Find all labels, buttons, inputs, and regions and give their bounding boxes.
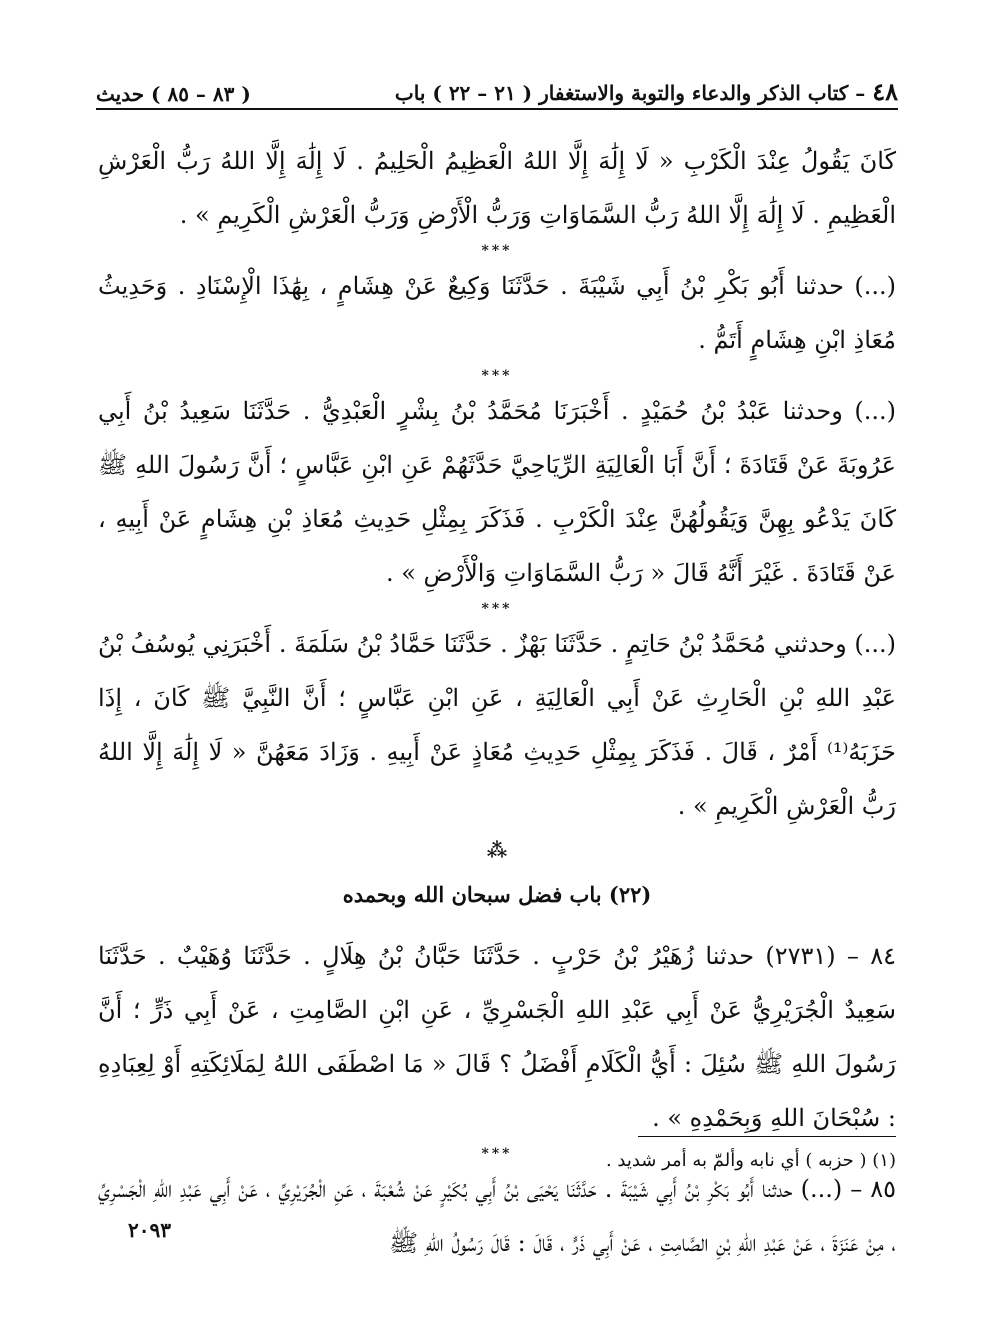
separator-4: ***	[481, 1146, 513, 1162]
asterism: ⁂	[486, 838, 508, 862]
separator-3: ***	[481, 601, 513, 617]
main-text	[98, 134, 896, 1270]
header-rule	[96, 108, 898, 110]
footnote-rule	[638, 1136, 896, 1137]
page-number: ٢٠٩٣	[128, 1218, 171, 1242]
paragraph-3: (...) وحدثنا عَبْدُ بْنُ حُمَيْدٍ . أَخْبَرَنَا مُحَمَّدُ بْنُ بِشْرٍ الْعَبْدِيُّ . حَدَّثَنَا سَعِيدُ بْنُ أَبِي عَرُوبَةَ عَنْ قَتَادَةَ ؛ أَنَّ أَبَا الْعَالِيَةِ الرِّيَاحِيَّ حَدَّثَهُمْ عَنِ ابْنِ عَبَّاسٍ ؛ أَنَّ رَسُولَ اللهِ ﷺ كَانَ يَدْعُو بِهِنَّ وَيَقُولُهُنَّ عِنْدَ الْكَرْبِ . فَذَكَرَ بِمِثْلِ حَدِيثِ مُعَاذِ بْنِ هِشَامٍ عَنْ أَبِيهِ ، عَنْ قَتَادَةَ . غَيْرَ أَنَّهُ قَالَ « رَبُّ السَّمَاوَاتِ وَالْأَرْضِ » .	[98, 397, 897, 587]
separator-2: ***	[481, 368, 513, 384]
hadith-84: ٨٤ – (٢٧٣١) حدثنا زُهَيْرُ بْنُ حَرْبٍ . حَدَّثَنَا حَبَّانُ بْنُ هِلَالٍ . حَدَّثَنَا وُهَيْبٌ . حَدَّثَنَا سَعِيدٌ الْجُرَيْرِيُّ عَنْ أَبِي عَبْدِ اللهِ الْجَسْرِيِّ ، عَنِ ابْنِ الصَّامِتِ ، عَنْ أَبِي ذَرٍّ ؛ أَنَّ رَسُولَ اللهِ ﷺ سُئِلَ : أَيُّ الْكَلَامِ أَفْضَلُ ؟ قَالَ « مَا اصْطَفَى اللهُ لِمَلَائِكَتِهِ أَوْ لِعِبَادِهِ : سُبْحَانَ اللهِ وَبِحَمْدِهِ » .	[98, 942, 896, 1132]
header-title-group	[395, 77, 898, 106]
paragraph-2: (...) حدثنا أَبُو بَكْرِ بْنُ أَبِي شَيْبَةَ . حَدَّثَنَا وَكِيعٌ عَنْ هِشَامٍ ، بِهَٰذَا الْإِسْنَادِ . وَحَدِيثُ مُعَاذِ ابْنِ هِشَامٍ أَتَمُّ .	[98, 272, 896, 354]
running-header	[96, 68, 898, 106]
hadith-85: ٨٥ – (...) حدثنا أَبُو بَكْرِ بْنُ أَبِي شَيْبَةَ . حَدَّثَنَا يَحْيَى بْنُ أَبِي بُكَيْرٍ عَنْ شُعْبَةَ ، عَنِ الْجُرَيْرِيِّ ، عَنْ أَبِي عَبْدِ اللهِ الْجَسْرِيِّ ، مِنْ عَنَزَةَ ، عَنْ عَبْدِ اللهِ بْنِ الصَّامِتِ ، عَنْ أَبِي ذَرٍّ ، قَالَ : قَالَ رَسُولُ اللهِ ﷺ	[98, 1175, 896, 1257]
header-title: – كتاب الذكر والدعاء والتوبة والاستغفار ( ٢١ – ٢٢ ) باب	[394, 81, 866, 105]
header-hadith-range: ( ٨٣ – ٨٥ ) حديث	[96, 82, 251, 106]
separator-1: ***	[481, 243, 513, 259]
footnote: (١) ( حزبه ) أي نابه وألمّ به أمر شديد .	[605, 1150, 896, 1171]
paragraph-1: كَانَ يَقُولُ عِنْدَ الْكَرْبِ « لَا إِلَٰهَ إِلَّا اللهُ الْعَظِيمُ الْحَلِيمُ . لَا إِلَٰهَ إِلَّا اللهُ رَبُّ الْعَرْشِ الْعَظِيمِ . لَا إِلَٰهَ إِلَّا اللهُ رَبُّ السَّمَاوَاتِ وَرَبُّ الْأَرْضِ وَرَبُّ الْعَرْشِ الْكَرِيمِ » .	[98, 147, 896, 229]
chapter-title: (٢٢) باب فضل سبحان الله وبحمده	[342, 882, 652, 907]
header-page-number: ٤٨	[872, 77, 898, 106]
paragraph-4: (...) وحدثني مُحَمَّدُ بْنُ حَاتِمٍ . حَدَّثَنَا بَهْزٌ . حَدَّثَنَا حَمَّادُ بْنُ سَلَمَةَ . أَخْبَرَنِي يُوسُفُ بْنُ عَبْدِ اللهِ بْنِ الْحَارِثِ عَنْ أَبِي الْعَالِيَةِ ، عَنِ ابْنِ عَبَّاسٍ ؛ أَنَّ النَّبِيَّ ﷺ كَانَ ، إِذَا حَزَبَهُ⁽¹⁾ أَمْرٌ ، قَالَ . فَذَكَرَ بِمِثْلِ حَدِيثِ مُعَاذٍ عَنْ أَبِيهِ . وَزَادَ مَعَهُنَّ « لَا إِلَٰهَ إِلَّا اللهُ رَبُّ الْعَرْشِ الْكَرِيمِ » .	[98, 630, 897, 820]
